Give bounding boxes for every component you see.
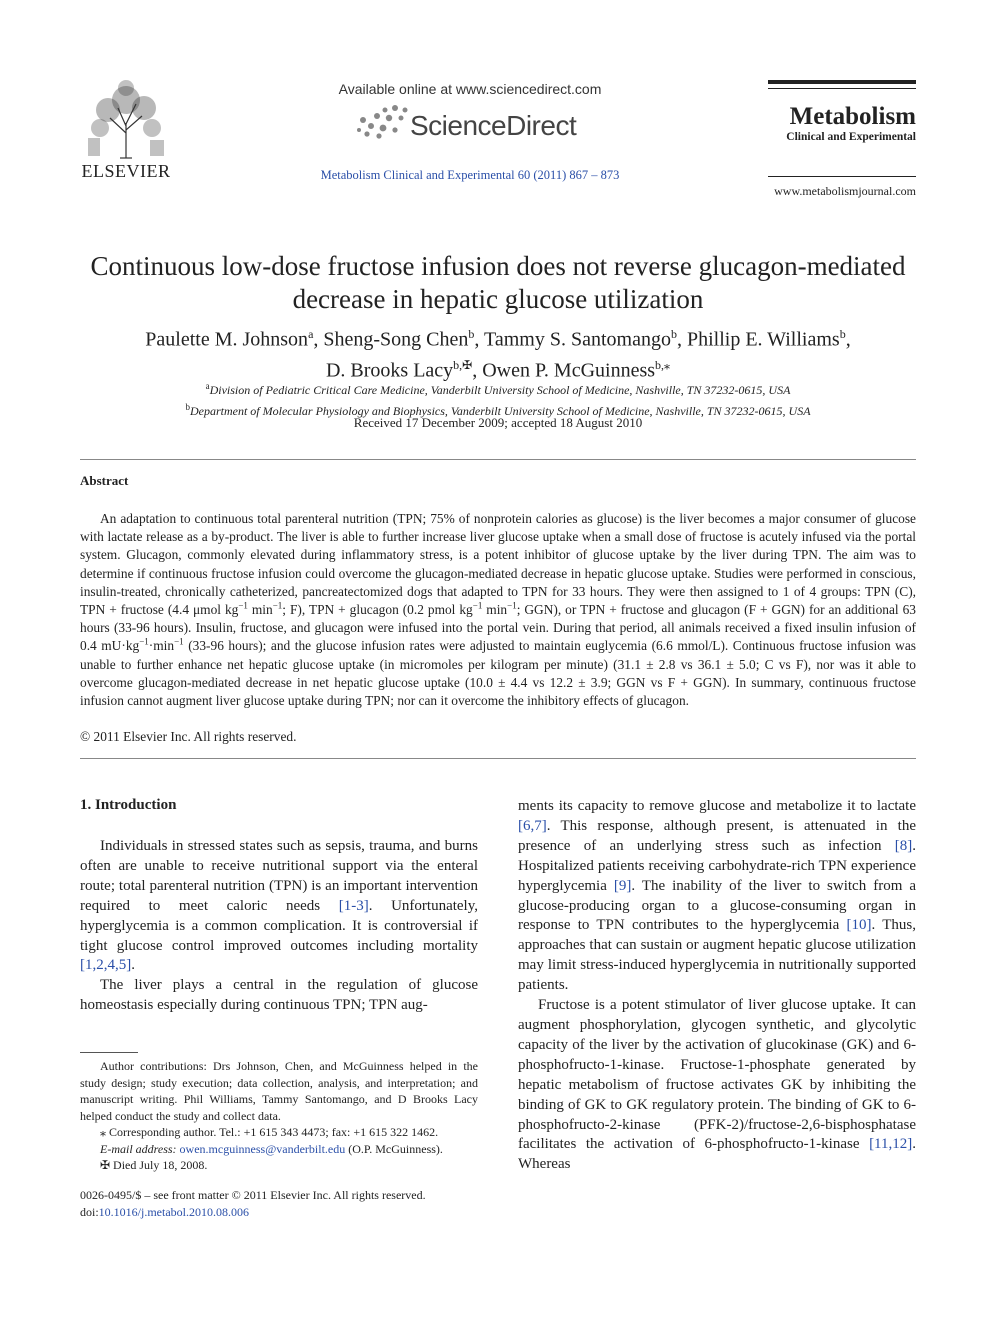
sciencedirect-wordmark: ScienceDirect [410,110,577,141]
email-link[interactable]: owen.mcguinness@vanderbilt.edu [179,1141,346,1156]
paragraph-text: . [131,957,135,974]
abstract-text [80,510,916,710]
paragraph-text: ments its capacity to remove glucose and metabolize it to lactate [518,798,916,814]
abstract-segment: min [247,602,273,618]
paragraph [80,837,478,976]
email-suffix: (O.P. McGuinness). [345,1141,443,1156]
paragraph-text: . Unfortunately, hyperglycemia is a common complication. It is controversial if tight glucose control improved outcomes including mortality [80,897,478,954]
abstract-segment: An adaptation to continuous total parenteral nutrition (TPN; 75% of nonprotein calories as glucose) is the liver becomes a major consumer of glucose with lactate release as a by-product. The liver is able to further increase liver glucose uptake when a small dose of fructose is acutely infused via the portal system. Glucagon, commonly elevated during inflammatory stress, is a potent inhibitor of glucose uptake by the liver during TPN. The aim was to determine if continuous fructose infusion could overcome the glucagon-mediated decrease in hepatic glucose uptake. Studies were performed in conscious, insulin-treated, chronically catheterized, pancreatectomized dogs that adapted to TPN for 33 hours. They were then assigned to 1 of 4 groups: TPN (C), TPN + fructose (4.4 μmol kg [80,511,916,618]
reference-link[interactable]: [10] [846,917,872,934]
footnote-corresponding: ⁎ Corresponding author. Tel.: +1 615 343 4473; fax: +1 615 322 1462. [100,1125,439,1139]
abstract-superscript: −1 [174,636,184,647]
paragraph-text: . The inability of the liver to switch from a glucose-producing organ to a glucose-consuming organ in response to TPN contributes to the hyperglycemia [518,877,917,934]
author-separator: , [474,328,485,351]
author-name: Tammy S. Santomango [484,328,671,351]
abstract-superscript: −1 [238,600,248,611]
author-affiliation-marker: b [670,327,677,341]
paragraph-text: . Thus, approaches that can sustain or augment hepatic glucose utilization may limit stress-induced hyperglycemia in nutritionally supported patients. [518,917,916,994]
doi-link[interactable]: 10.1016/j.metabol.2010.08.006 [98,1205,249,1219]
reference-link[interactable]: [9] [613,877,632,894]
publisher-wordmark: ELSEVIER [81,161,171,181]
body-column-right [518,797,916,1175]
journal-url-link[interactable]: www.metabolismjournal.com [774,184,916,198]
section-heading-introduction: 1. Introduction [80,797,177,813]
abstract-superscript: −1 [139,636,149,647]
journal-citation-link[interactable]: Metabolism Clinical and Experimental 60 (2011) 867 – 873 [320,168,620,182]
abstract-segment: ·min [148,638,175,654]
divider [80,459,916,460]
paragraph-text: Individuals in stressed states such as sepsis, trauma, and burns often are unable to receive nutritional support via the enteral route; total parenteral nutrition (TPN) is an important intervention required to meet caloric needs [80,838,478,914]
author-affiliation-marker: b,✠ [453,357,473,372]
journal-rule-top [768,80,916,84]
reference-link[interactable]: [11,12] [869,1136,913,1153]
abstract-superscript: −1 [472,600,483,611]
footnote-rule [80,1052,138,1053]
abstract-segment: (33-96 hours); and the glucose infusion rates were adjusted to maintain euglycemia (6.6 mmol/L). Continuous fructose infusion was unable to further enhance net hepatic glucose uptake (in micromoles per kilogram per minute) (31.1 ± 2.8 vs 36.1 ± 5.0; C vs F), nor was it able to overcome glucagon-mediated decrease in net hepatic glucose uptake (10.0 ± 4.4 vs 12.2 ± 3.9; GGN vs F + GGN). In summary, continuous fructose infusion cannot augment liver glucose uptake during TPN; nor can it overcome the inhibitory effects of glucagon. [80,638,916,709]
doi-line [80,1204,426,1221]
author-separator: , [676,328,687,351]
author-affiliation-marker: a [308,327,314,341]
available-online-text: Available online at www.sciencedirect.com [338,81,602,97]
footnote-email [80,1141,478,1158]
footnote-deceased: ✠ Died July 18, 2008. [100,1158,208,1172]
author-name: Owen P. McGuinness [482,359,656,382]
paragraph: The liver plays a central in the regulation of glucose homeostasis especially during continuous TPN; TPN aug- [80,977,478,1014]
front-matter [80,1187,426,1221]
reference-link[interactable]: [1-3] [338,897,369,914]
author-affiliation-marker: b [468,327,475,341]
journal-rule-bottom [768,176,916,177]
abstract-segment: ; F), TPN + glucagon (0.2 pmol kg [282,602,473,618]
affiliation-marker: a [205,381,210,391]
sciencedirect-dots-icon [355,104,415,140]
paragraph [518,996,916,1175]
abstract-superscript: −1 [507,600,517,611]
doi-label: doi: [80,1205,99,1219]
affiliation-marker: b [185,402,190,412]
footnote-contributions: Author contributions: Drs Johnson, Chen, and McGuinness helped in the study design; study execution; data collection, analysis, and interpretation; and manuscript writing. Phil Williams, Tammy Santomango, and D Brooks Lacy helped conduct the study and collect data. [80,1059,478,1123]
author-separator: , [845,328,851,351]
journal-subtitle: Clinical and Experimental [786,131,916,143]
body-column-left [80,837,478,1016]
author-name: Sheng-Song Chen [323,328,469,351]
journal-name: Metabolism [789,103,916,130]
abstract-superscript: −1 [272,600,283,611]
paragraph [518,797,916,996]
abstract-heading: Abstract [80,473,129,488]
author-separator: , [313,328,324,351]
article-title: Continuous low-dose fructose infusion does not reverse glucagon-mediated decrease in hepatic glucose utilization [90,251,906,314]
email-label: E-mail address: [100,1141,180,1156]
footnotes [80,1058,478,1174]
reference-link[interactable]: [6,7] [518,817,547,834]
paragraph-text: . Hospitalized patients receiving carbohydrate-rich TPN experience hyperglycemia [518,837,916,894]
author-list [78,322,918,383]
abstract-segment: min [482,602,508,618]
affiliation-text: Division of Pediatric Critical Care Medicine, Vanderbilt University School of Medicine, Nashville, TN 37232-0615, USA [209,383,791,397]
affiliation-list [78,378,918,420]
journal-rule-mid [768,88,916,89]
abstract-segment: ; GGN), or TPN + fructose and glucagon (F + GGN) for an additional 63 hours (33-96 hours). Insulin, fructose, and glucagon were infused into the portal vein. During that period, all animals received a fixed insulin infusion of 0.4 mU·kg [80,602,916,654]
reference-link[interactable]: [1,2,4,5] [80,957,132,974]
received-dates: Received 17 December 2009; accepted 18 August 2010 [353,415,643,430]
author-name: Paulette M. Johnson [145,328,309,351]
affiliation-text: Department of Molecular Physiology and Biophysics, Vanderbilt University School of Medicine, Nashville, TN 37232-0615, USA [189,404,811,418]
affiliation-a [78,378,918,399]
author-affiliation-marker: b,⁎ [655,357,671,372]
paragraph-text: Fructose is a potent stimulator of liver glucose uptake. It can augment phosphorylation, glycogen synthetic, and glycolytic capacity of the liver by the activation of glucokinase (GK) and 6-phosphofructo-1-kinase. Fructose-1-phosphate generated by hepatic metabolism of fructose activates GK by inhibiting the binding of GK to GK regulatory protein. The binding of GK to 6-phosphofructo-2-kinase (PFK-2)/fructose-2,6-bisphosphatase facilitates the activation of 6-phosphofructo-1-kinase [518,997,916,1153]
issn-line: 0026-0495/$ – see front matter © 2011 Elsevier Inc. All rights reserved. [80,1188,426,1202]
paragraph-text: . Whereas [518,1136,916,1173]
divider [80,758,916,759]
author-name: Phillip E. Williams [686,328,840,351]
abstract-copyright: © 2011 Elsevier Inc. All rights reserved. [80,729,297,744]
author-affiliation-marker: b [839,327,846,341]
author-separator: , [472,359,483,382]
paragraph-text: . This response, although present, is attenuated in the presence of an underlying stress such as infection [518,817,916,854]
author-name: D. Brooks Lacy [325,359,454,382]
reference-link[interactable]: [8] [894,837,913,854]
